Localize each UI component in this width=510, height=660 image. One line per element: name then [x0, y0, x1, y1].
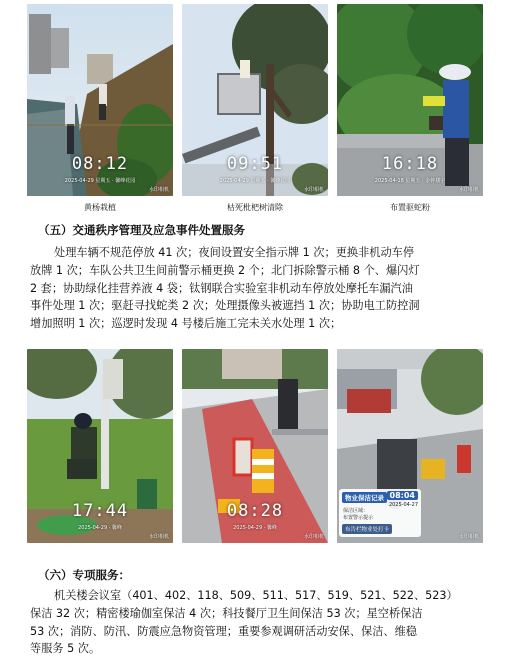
paragraph-line: 增加照明 1 次；巡逻时发现 4 号楼后施工完未关水处理 1 次；: [30, 317, 342, 331]
photo-date: 2025-04-18 星期五 · 金钟楼宇: [374, 178, 446, 184]
section6-body: [30, 587, 500, 658]
photo-date: 2025-04-29 · 馨峰: [233, 525, 277, 531]
watermark-brand: 水印相机: [303, 534, 324, 540]
paragraph-line: 2 套；协助绿化挂营养液 4 袋；钛钢联合实验室非机动车停放处摩托车漏汽油: [30, 281, 413, 295]
paragraph-line: 保洁 32 次；精密楼瑜伽室保洁 4 次；科技餐厅卫生间保洁 53 次；星空桥保洁: [30, 606, 423, 620]
record-card-footer: 布告栏物业处打卡: [342, 524, 392, 534]
paragraph-line: 机关楼会议室（401、402、118、509、511、517、519、521、522、523）: [54, 589, 458, 602]
photo-caption: 枯死枇杷树清除: [227, 203, 283, 212]
section-heading: （五）交通秩序管理及应急事件处置服务: [38, 223, 245, 237]
photo-time: 09:51: [226, 154, 284, 174]
paragraph-line: 53 次；消防、防汛、防震应急物资管理；重要参观调研活动安保、保洁、维稳: [30, 624, 417, 638]
photo-time: 08:28: [226, 501, 284, 521]
record-card-line: 布置警示提示: [343, 515, 374, 521]
watermark-brand: 水印相机: [458, 187, 479, 193]
photo-motorcycle-leak: [337, 349, 483, 543]
record-card-time: 08:04: [387, 491, 418, 500]
photo-caption: 黄杨栽植: [84, 203, 116, 212]
photo-caption: 布置驱蛇粉: [390, 203, 430, 212]
record-card-line: 保洁区域：: [343, 508, 369, 514]
section5-body: [30, 244, 500, 333]
watermark-brand: 水印相机: [458, 534, 479, 540]
paragraph-line: 放牌 1 次；车队公共卫生间前警示桶更换 2 个；北门拆除警示桶 8 个、爆闪灯: [30, 263, 420, 277]
record-card: [339, 489, 421, 537]
watermark-brand: 水印相机: [148, 534, 169, 540]
photo-date: 2025-04-29 星期五 · 馨峰花园: [219, 178, 291, 184]
photo-warning-barrels: [182, 349, 328, 543]
record-card-title: 物业保洁记录: [342, 492, 387, 503]
photo-time: 08:12: [71, 154, 129, 174]
photo-date: 2025-04-29 星期五 · 馨峰花园: [64, 178, 136, 184]
record-card-date: 2025-04-27: [388, 502, 418, 508]
section-heading: （六）专项服务：: [38, 568, 130, 582]
paragraph-line: 处理车辆不规范停放 41 次；夜间设置安全指示牌 1 次；更换非机动车停: [54, 246, 415, 259]
photo-electrical-lighting: [27, 349, 173, 543]
photo-tree-removal: [182, 4, 328, 196]
watermark-brand: 水印相机: [148, 187, 169, 193]
photo-snake-powder: [337, 4, 483, 196]
photo-time: 16:18: [381, 154, 439, 174]
photo-shrub-planting: [27, 4, 173, 196]
photo-date: 2025-04-29 · 馨峰: [78, 525, 122, 531]
paragraph-line: 事件处理 1 次；驱赶寻找蛇类 2 次；处理摄像头被遮挡 1 次；协助电工防控洞: [30, 299, 420, 313]
watermark-brand: 水印相机: [303, 187, 324, 193]
paragraph-line: 等服务 5 次。: [30, 642, 101, 656]
photo-time: 17:44: [71, 501, 129, 521]
